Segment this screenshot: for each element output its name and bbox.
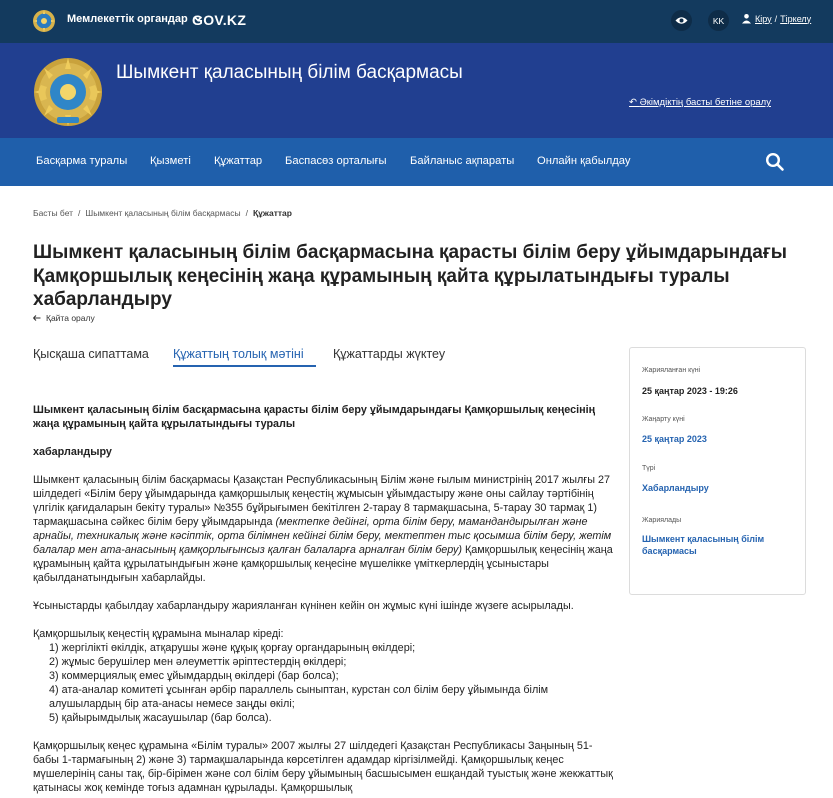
list-item: 2) жұмыс берушілер мен әлеуметтік әріптестердің өкілдері; bbox=[49, 656, 347, 668]
publisher-label: Жариялады bbox=[642, 517, 682, 524]
paragraph-2: Ұсыныстарды қабылдау хабарландыру жарияланған күнінен кейін он жұмыс күні ішінде жүзеге асырылады. bbox=[33, 600, 574, 612]
nav-item-documents[interactable]: Құжаттар bbox=[214, 155, 263, 167]
paragraph-1-b: Қамқоршылық кеңесінің жаңа құрамының қайта құрылатындығын және қамқоршылық кеңесіне мүшелікке үміткерлердің ұсыныстары қабылданатындығын хабарлайды. bbox=[33, 544, 613, 584]
back-link[interactable] bbox=[33, 313, 95, 323]
page-title: Шымкент қаласының білім басқармасына қарасты білім беру ұйымдарындағы Қамқоршылық кеңесінің жаңа құрамының қайта құрылатындығы туралы хабарландыру bbox=[33, 242, 788, 310]
main-nav bbox=[0, 138, 833, 186]
emblem-icon[interactable] bbox=[32, 9, 56, 33]
nav-item-online-reception[interactable]: Онлайн қабылдау bbox=[537, 155, 631, 167]
breadcrumb-separator: / bbox=[78, 208, 81, 218]
type-value[interactable]: Хабарландыру bbox=[642, 483, 709, 493]
paragraph-1-a: Шымкент қаласының білім басқармасы Қазақстан Республикасының Білім және ғылым министрінің 2017 жылғы 27 шілдедегі «Білім беру ұйымдарында қамқоршылық кеңестің жұмысын ұйымдастыру және оны сайлау тәртібінің үлгілік қағидаларын бекіту туралы» №355 бұйрығымен бекітілген 2-тарау 8 тармақшасына, 5-тарау 30 тармақ 1) тармақшасына сәйкес білім беру ұйымдарында bbox=[33, 474, 610, 528]
published-label: Жарияланған күні bbox=[642, 367, 701, 374]
back-link-label: Қайта оралу bbox=[46, 313, 95, 323]
gov-bodies-dropdown[interactable] bbox=[67, 13, 204, 25]
language-switch[interactable]: KK bbox=[708, 10, 729, 31]
paragraph-1-italic: (мектепке дейінгі, орта білім беру, мамандандырылған және арнайы, техникалық және кәсіптік, орта білімнен кейінгі білім беру, мектептен тыс қосымша білім беру, жетім балалар мен ата-анасының қамқорлығынсыз қалған балаларға арналған білім беру) bbox=[33, 516, 612, 556]
document-info-card bbox=[629, 347, 806, 595]
document-body bbox=[33, 403, 613, 795]
eye-icon bbox=[675, 16, 688, 25]
user-icon bbox=[741, 13, 752, 24]
tab-download[interactable]: Құжаттарды жүктеу bbox=[333, 347, 446, 361]
nav-item-press[interactable]: Баспасөз орталығы bbox=[285, 155, 387, 167]
breadcrumb-home[interactable]: Басты бет bbox=[33, 208, 74, 218]
auth-separator: / bbox=[774, 13, 778, 24]
akimat-home-link[interactable]: ↶ Әкімдіктің басты бетіне оралу bbox=[629, 97, 771, 108]
breadcrumb-current: Құжаттар bbox=[252, 208, 292, 218]
tab-summary[interactable]: Қысқаша сипаттама bbox=[33, 347, 149, 361]
auth-links bbox=[741, 13, 811, 24]
published-value: 25 қаңтар 2023 - 19:26 bbox=[642, 386, 738, 396]
accessibility-button[interactable] bbox=[671, 10, 692, 31]
document-heading: Шымкент қаласының білім басқармасына қарасты білім беру ұйымдарындағы Қамқоршылық кеңесінің жаңа құрамының қайта құрылатындығы туралы bbox=[33, 404, 596, 430]
type-label: Түрі bbox=[642, 465, 656, 472]
portal-logo[interactable]: GOV.KZ bbox=[192, 12, 247, 28]
publisher-value[interactable]: Шымкент қаласының білім басқармасы bbox=[642, 534, 765, 556]
paragraph-3-intro: Қамқоршылық кеңестің құрамына мыналар кіреді: bbox=[33, 628, 284, 640]
list-item: 5) қайырымдылық жасаушылар (бар болса). bbox=[49, 712, 272, 724]
breadcrumb bbox=[33, 208, 292, 218]
org-title: Шымкент қаласының білім басқармасы bbox=[116, 62, 463, 83]
gov-bodies-label: Мемлекеттік органдар bbox=[67, 13, 188, 25]
paragraph-4: Қамқоршылық кеңес құрамына «Білім туралы» 2007 жылғы 27 шілдедегі Қазақстан Республикасы Заңының 51-бабы 1-тармағының 2) және 3) тармақшаларында көрсетілген адамдар кіргізілмейді. Қамқоршылық кеңес мүшелерінің саны тақ, бір-бірімен және сол білім беру ұйымының басшысымен ешқандай туыстық және жекжаттық қатынасы жоқ кемінде тоғыз адамнан құрылады. Қамқоршылық bbox=[33, 740, 613, 794]
list-item: 4) ата-аналар комитеті ұсынған әрбір параллель сыныптан, курстан сол білім беру ұйымында білім алушылардың бір ата-анасы немесе заңды өкілі; bbox=[49, 684, 549, 710]
login-link[interactable]: Кіру bbox=[755, 13, 772, 24]
breadcrumb-separator: / bbox=[245, 208, 248, 218]
site-header bbox=[0, 43, 833, 138]
document-subheading: хабарландыру bbox=[33, 446, 112, 458]
tab-full-text[interactable]: Құжаттың толық мәтіні bbox=[173, 347, 304, 361]
search-icon[interactable] bbox=[765, 152, 785, 172]
updated-label: Жаңарту күні bbox=[642, 416, 685, 423]
breadcrumb-org[interactable]: Шымкент қаласының білім басқармасы bbox=[85, 208, 241, 218]
nav-item-contacts[interactable]: Байланыс ақпараты bbox=[410, 155, 515, 167]
nav-item-activity[interactable]: Қызметі bbox=[150, 155, 191, 167]
register-link[interactable]: Тіркелу bbox=[780, 13, 812, 24]
list-item: 3) коммерциялық емес ұйымдардың өкілдері (бар болса); bbox=[49, 670, 339, 682]
emblem-icon[interactable] bbox=[33, 55, 103, 129]
nav-item-about[interactable]: Басқарма туралы bbox=[36, 155, 128, 167]
top-bar bbox=[0, 0, 833, 43]
akimat-home-label: Әкімдіктің басты бетіне оралу bbox=[639, 97, 771, 108]
list-item: 1) жергілікті өкілдік, атқарушы және құқық қорғау органдарының өкілдері; bbox=[49, 642, 416, 654]
back-arrow-icon bbox=[33, 315, 41, 321]
updated-value[interactable]: 25 қаңтар 2023 bbox=[642, 434, 707, 444]
paragraph-1 bbox=[33, 473, 613, 585]
active-tab-indicator bbox=[173, 365, 316, 367]
